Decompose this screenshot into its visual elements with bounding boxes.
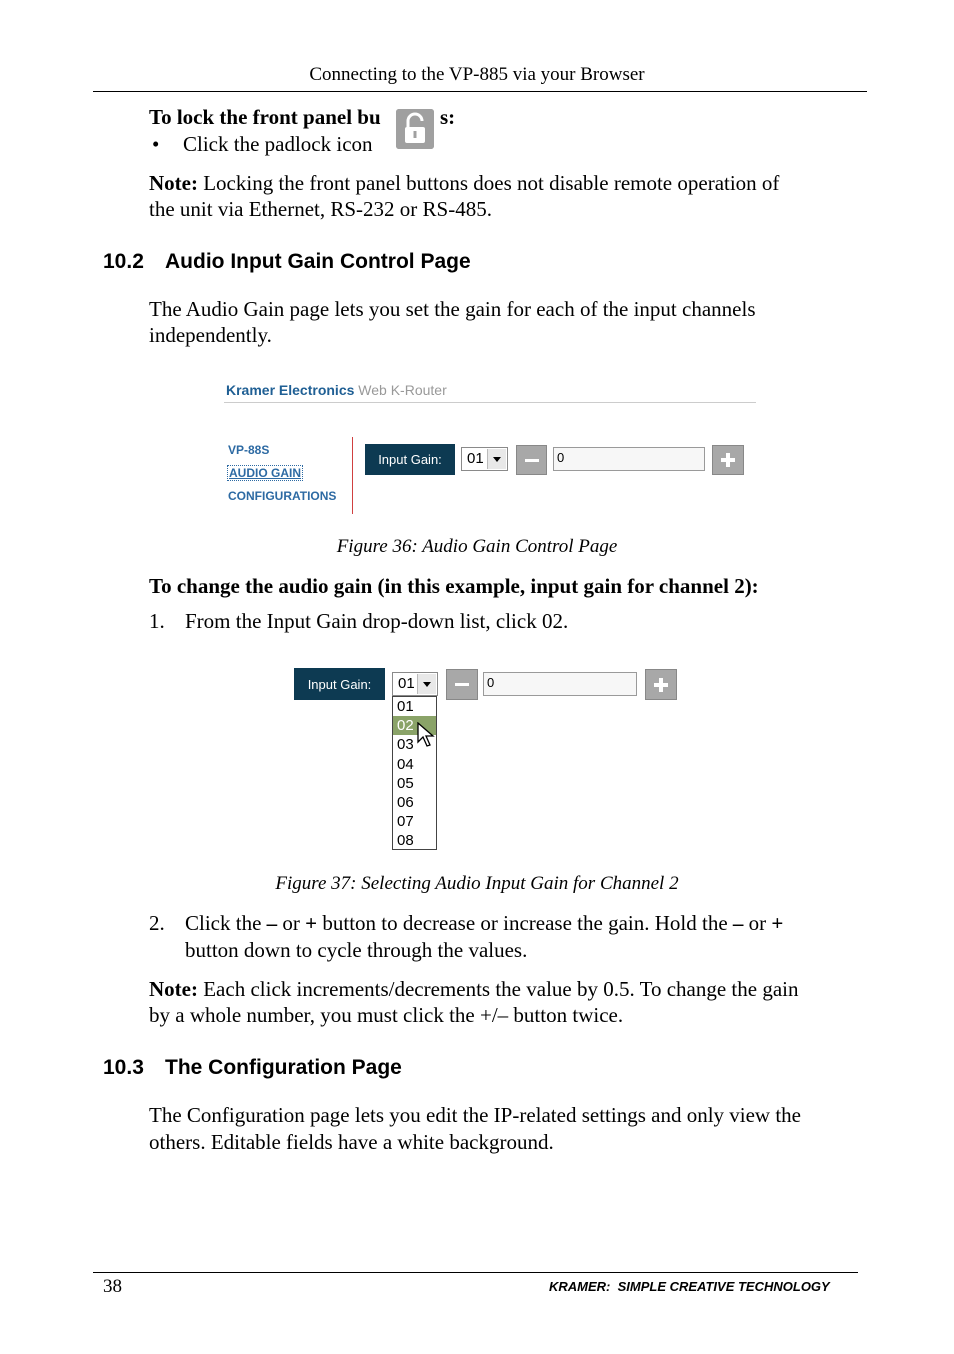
section-para: The Configuration page lets you edit the IP-related settings and only view the	[149, 1103, 802, 1127]
section-title: Audio Input Gain Control Page	[165, 250, 471, 273]
nav-link-audio-gain[interactable]: AUDIO GAIN	[229, 466, 301, 480]
mouse-cursor-icon	[417, 722, 435, 750]
step-2-part: or	[277, 911, 306, 935]
lock-heading-left: To lock the front panel bu	[149, 105, 381, 129]
step-2-part: button to decrease or increase the gain. Hold the	[317, 911, 733, 935]
gain-value: 0	[557, 450, 565, 465]
input-select-value: 01	[398, 675, 415, 692]
note-1	[149, 170, 779, 197]
plus-icon	[720, 452, 736, 468]
step-2-text	[185, 910, 783, 937]
dropdown-option[interactable]: 01	[397, 698, 414, 715]
web-header-rule	[224, 402, 756, 403]
nav-link-configurations[interactable]: CONFIGURATIONS	[228, 489, 337, 503]
plus-symbol: +	[305, 911, 318, 935]
header-rule	[93, 91, 867, 92]
input-select[interactable]	[461, 447, 508, 471]
plus-icon	[653, 677, 669, 693]
product-name: Web K-Router	[358, 382, 447, 398]
dropdown-list	[392, 696, 437, 850]
increase-button[interactable]	[645, 669, 677, 700]
minus-icon	[525, 459, 539, 462]
input-select[interactable]	[392, 672, 438, 696]
input-select-value: 01	[467, 450, 484, 467]
step-2-part: Click the	[185, 911, 267, 935]
note-label: Note:	[149, 171, 198, 195]
input-gain-label: Input Gain:	[365, 444, 455, 475]
running-header: Connecting to the VP-885 via your Browser	[309, 64, 645, 85]
step-1-number: 1.	[149, 609, 165, 633]
minus-icon	[455, 683, 469, 686]
lock-bullet-text: Click the padlock icon	[183, 132, 373, 156]
chevron-down-icon[interactable]	[487, 449, 506, 469]
bullet-dot: •	[152, 132, 160, 156]
dropdown-option[interactable]: 03	[397, 736, 414, 754]
section-para: The Audio Gain page lets you set the gain for each of the input channels	[149, 297, 756, 321]
procedure-heading: To change the audio gain (in this example, input gain for channel 2):	[149, 574, 759, 598]
note-2	[149, 976, 798, 1003]
minus-symbol: –	[266, 911, 278, 935]
figure-caption: Figure 36: Audio Gain Control Page	[336, 536, 618, 557]
dropdown-option[interactable]: 06	[397, 793, 414, 811]
footer-tagline: KRAMER: SIMPLE CREATIVE TECHNOLOGY	[549, 1279, 830, 1294]
decrease-button[interactable]	[516, 445, 547, 475]
nav-divider	[352, 437, 353, 514]
plus-symbol: +	[771, 911, 784, 935]
increase-button[interactable]	[712, 445, 744, 475]
minus-symbol: –	[732, 911, 744, 935]
step-2-part: or	[743, 911, 772, 935]
chevron-down-icon[interactable]	[417, 674, 436, 694]
footer-rule	[93, 1272, 858, 1273]
gain-value: 0	[487, 675, 495, 690]
section-number: 10.3	[103, 1056, 144, 1079]
step-2-line2: button down to cycle through the values.	[185, 938, 528, 962]
gain-value-field[interactable]	[483, 672, 637, 696]
section-title: The Configuration Page	[165, 1056, 402, 1079]
dropdown-option[interactable]: 04	[397, 755, 414, 773]
lock-heading-right: s:	[440, 105, 456, 129]
gain-value-field[interactable]	[553, 447, 705, 471]
note-text: Locking the front panel buttons does not disable remote operation of	[203, 171, 780, 195]
dropdown-option[interactable]: 08	[397, 832, 414, 850]
input-gain-label: Input Gain:	[294, 668, 385, 700]
section-para-line2: others. Editable fields have a white background.	[149, 1130, 554, 1154]
note-label: Note:	[149, 977, 198, 1001]
step-1-text: From the Input Gain drop-down list, click 02.	[185, 609, 569, 633]
figure-caption: Figure 37: Selecting Audio Input Gain for Channel 2	[275, 873, 679, 894]
padlock-icon[interactable]	[396, 109, 434, 149]
note-text: Each click increments/decrements the value by 0.5. To change the gain	[203, 977, 799, 1001]
nav-link-device[interactable]: VP-88S	[228, 443, 270, 457]
section-para-line2: independently.	[149, 323, 272, 347]
decrease-button[interactable]	[446, 669, 478, 700]
dropdown-option-highlighted[interactable]: 02	[393, 716, 436, 735]
page-number: 38	[103, 1276, 122, 1297]
web-header	[226, 382, 447, 398]
step-2-number: 2.	[149, 911, 165, 935]
note-1-line2: the unit via Ethernet, RS-232 or RS-485.	[149, 197, 492, 221]
dropdown-option[interactable]: 05	[397, 774, 414, 792]
dropdown-option[interactable]: 07	[397, 813, 414, 831]
note-2-line2: by a whole number, you must click the +/– button twice.	[149, 1003, 624, 1027]
section-number: 10.2	[103, 250, 144, 273]
brand-name: Kramer Electronics	[226, 382, 355, 398]
